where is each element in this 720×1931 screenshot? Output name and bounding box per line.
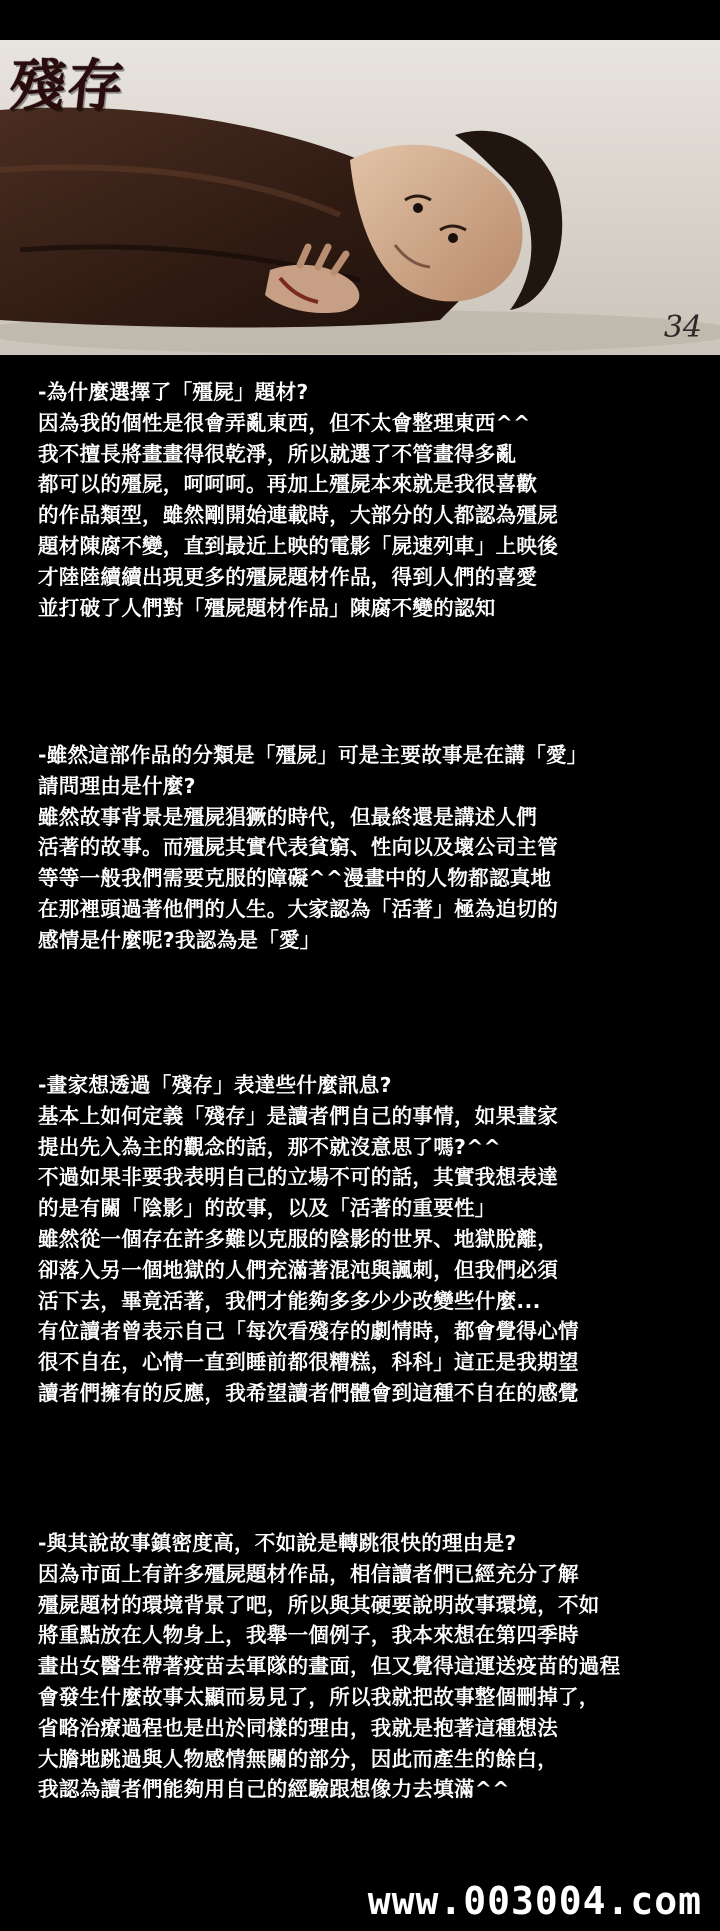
answer-2-line: 活著的故事。而殭屍其實代表貧窮、性向以及壞公司主管 (38, 835, 558, 860)
answer-1-line: 我不擅長將畫畫得很乾淨，所以就選了不管畫得多亂 (38, 441, 517, 466)
answer-3-line: 讀者們擁有的反應，我希望讀者們體會到這種不自在的感覺 (38, 1380, 579, 1405)
answer-1-line: 都可以的殭屍，呵呵呵。再加上殭屍本來就是我很喜歡 (38, 472, 538, 497)
qa-section-2 (38, 740, 698, 956)
answer-2-line: 雖然故事背景是殭屍猖獗的時代，但最終還是講述人們 (38, 804, 538, 829)
answer-1-line: 題材陳腐不變，直到最近上映的電影「屍速列車」上映後 (38, 533, 558, 558)
top-black-band (0, 0, 720, 40)
comic-title: 殘存 (6, 53, 130, 119)
answer-4-line: 大膽地跳過與人物感情無關的部分，因此而產生的餘白， (38, 1746, 558, 1771)
interview-content (0, 355, 720, 1931)
answer-3-line: 卻落入另一個地獄的人們充滿著混沌與諷刺，但我們必須 (38, 1257, 558, 1282)
answer-3-line: 活下去，畢竟活著，我們才能夠多多少少改變些什麼... (38, 1288, 541, 1313)
qa-section-1 (38, 377, 698, 623)
qa-section-3 (38, 1070, 698, 1409)
page-number: 34 (663, 310, 702, 345)
answer-1-line: 的作品類型，雖然剛開始連載時，大部分的人都認為殭屍 (38, 503, 558, 528)
answer-2-line: 在那裡頭過著他們的人生。大家認為「活著」極為迫切的 (38, 896, 558, 921)
answer-3-line: 基本上如何定義「殘存」是讀者們自己的事情，如果畫家 (38, 1103, 558, 1128)
answer-3-line: 有位讀者曾表示自己「每次看殘存的劇情時，都會覺得心情 (38, 1319, 579, 1344)
answer-3-line: 提出先入為主的觀念的話，那不就沒意思了嗎?^^ (38, 1134, 502, 1159)
answer-1-line: 才陸陸續續出現更多的殭屍題材作品，得到人們的喜愛 (38, 564, 538, 589)
answer-2-line: 等等一般我們需要克服的障礙^^漫畫中的人物都認真地 (38, 866, 552, 891)
question-3: -畫家想透過「殘存」表達些什麼訊息? (38, 1073, 392, 1097)
answer-4-line: 殭屍題材的環境背景了吧，所以與其硬要說明故事環境，不如 (38, 1592, 600, 1617)
answer-3-line: 不過如果非要我表明自己的立場不可的話，其實我想表達 (38, 1165, 558, 1190)
answer-3-line: 的是有關「陰影」的故事，以及「活著的重要性」 (38, 1196, 496, 1221)
answer-4-line: 會發生什麼故事太顯而易見了，所以我就把故事整個刪掉了， (38, 1684, 600, 1709)
answer-4-line: 省略治療過程也是出於同樣的理由，我就是抱著這種想法 (38, 1715, 558, 1740)
answer-4-line: 因為市面上有許多殭屍題材作品，相信讀者們已經充分了解 (38, 1561, 579, 1586)
answer-4-line: 將重點放在人物身上，我舉一個例子，我本來想在第四季時 (38, 1623, 579, 1648)
question-1: -為什麼選擇了「殭屍」題材? (38, 380, 309, 404)
answer-4-line: 畫出女醫生帶著疫苗去軍隊的畫面，但又覺得這運送疫苗的過程 (38, 1654, 621, 1679)
site-watermark: www.003004.com (367, 1879, 702, 1923)
answer-2-line: 感情是什麼呢?我認為是「愛」 (38, 927, 321, 952)
answer-3-line: 很不自在，心情一直到睡前都很糟糕，科科」這正是我期望 (38, 1350, 579, 1375)
qa-section-4 (38, 1528, 698, 1805)
answer-1-line: 並打破了人們對「殭屍題材作品」陳腐不變的認知 (38, 595, 496, 620)
question-4: -與其說故事鎮密度高，不如說是轉跳很快的理由是? (38, 1531, 517, 1555)
answer-4-line: 我認為讀者們能夠用自己的經驗跟想像力去填滿^^ (38, 1777, 510, 1802)
question-2: -雖然這部作品的分類是「殭屍」可是主要故事是在講「愛」 (38, 743, 588, 767)
hero-illustration (0, 40, 720, 355)
answer-2-line: 請問理由是什麼? (38, 773, 196, 798)
answer-3-line: 雖然從一個存在許多難以克服的陰影的世界、地獄脫離， (38, 1226, 558, 1251)
answer-1-line: 因為我的個性是很會弄亂東西，但不太會整理東西^^ (38, 410, 531, 435)
